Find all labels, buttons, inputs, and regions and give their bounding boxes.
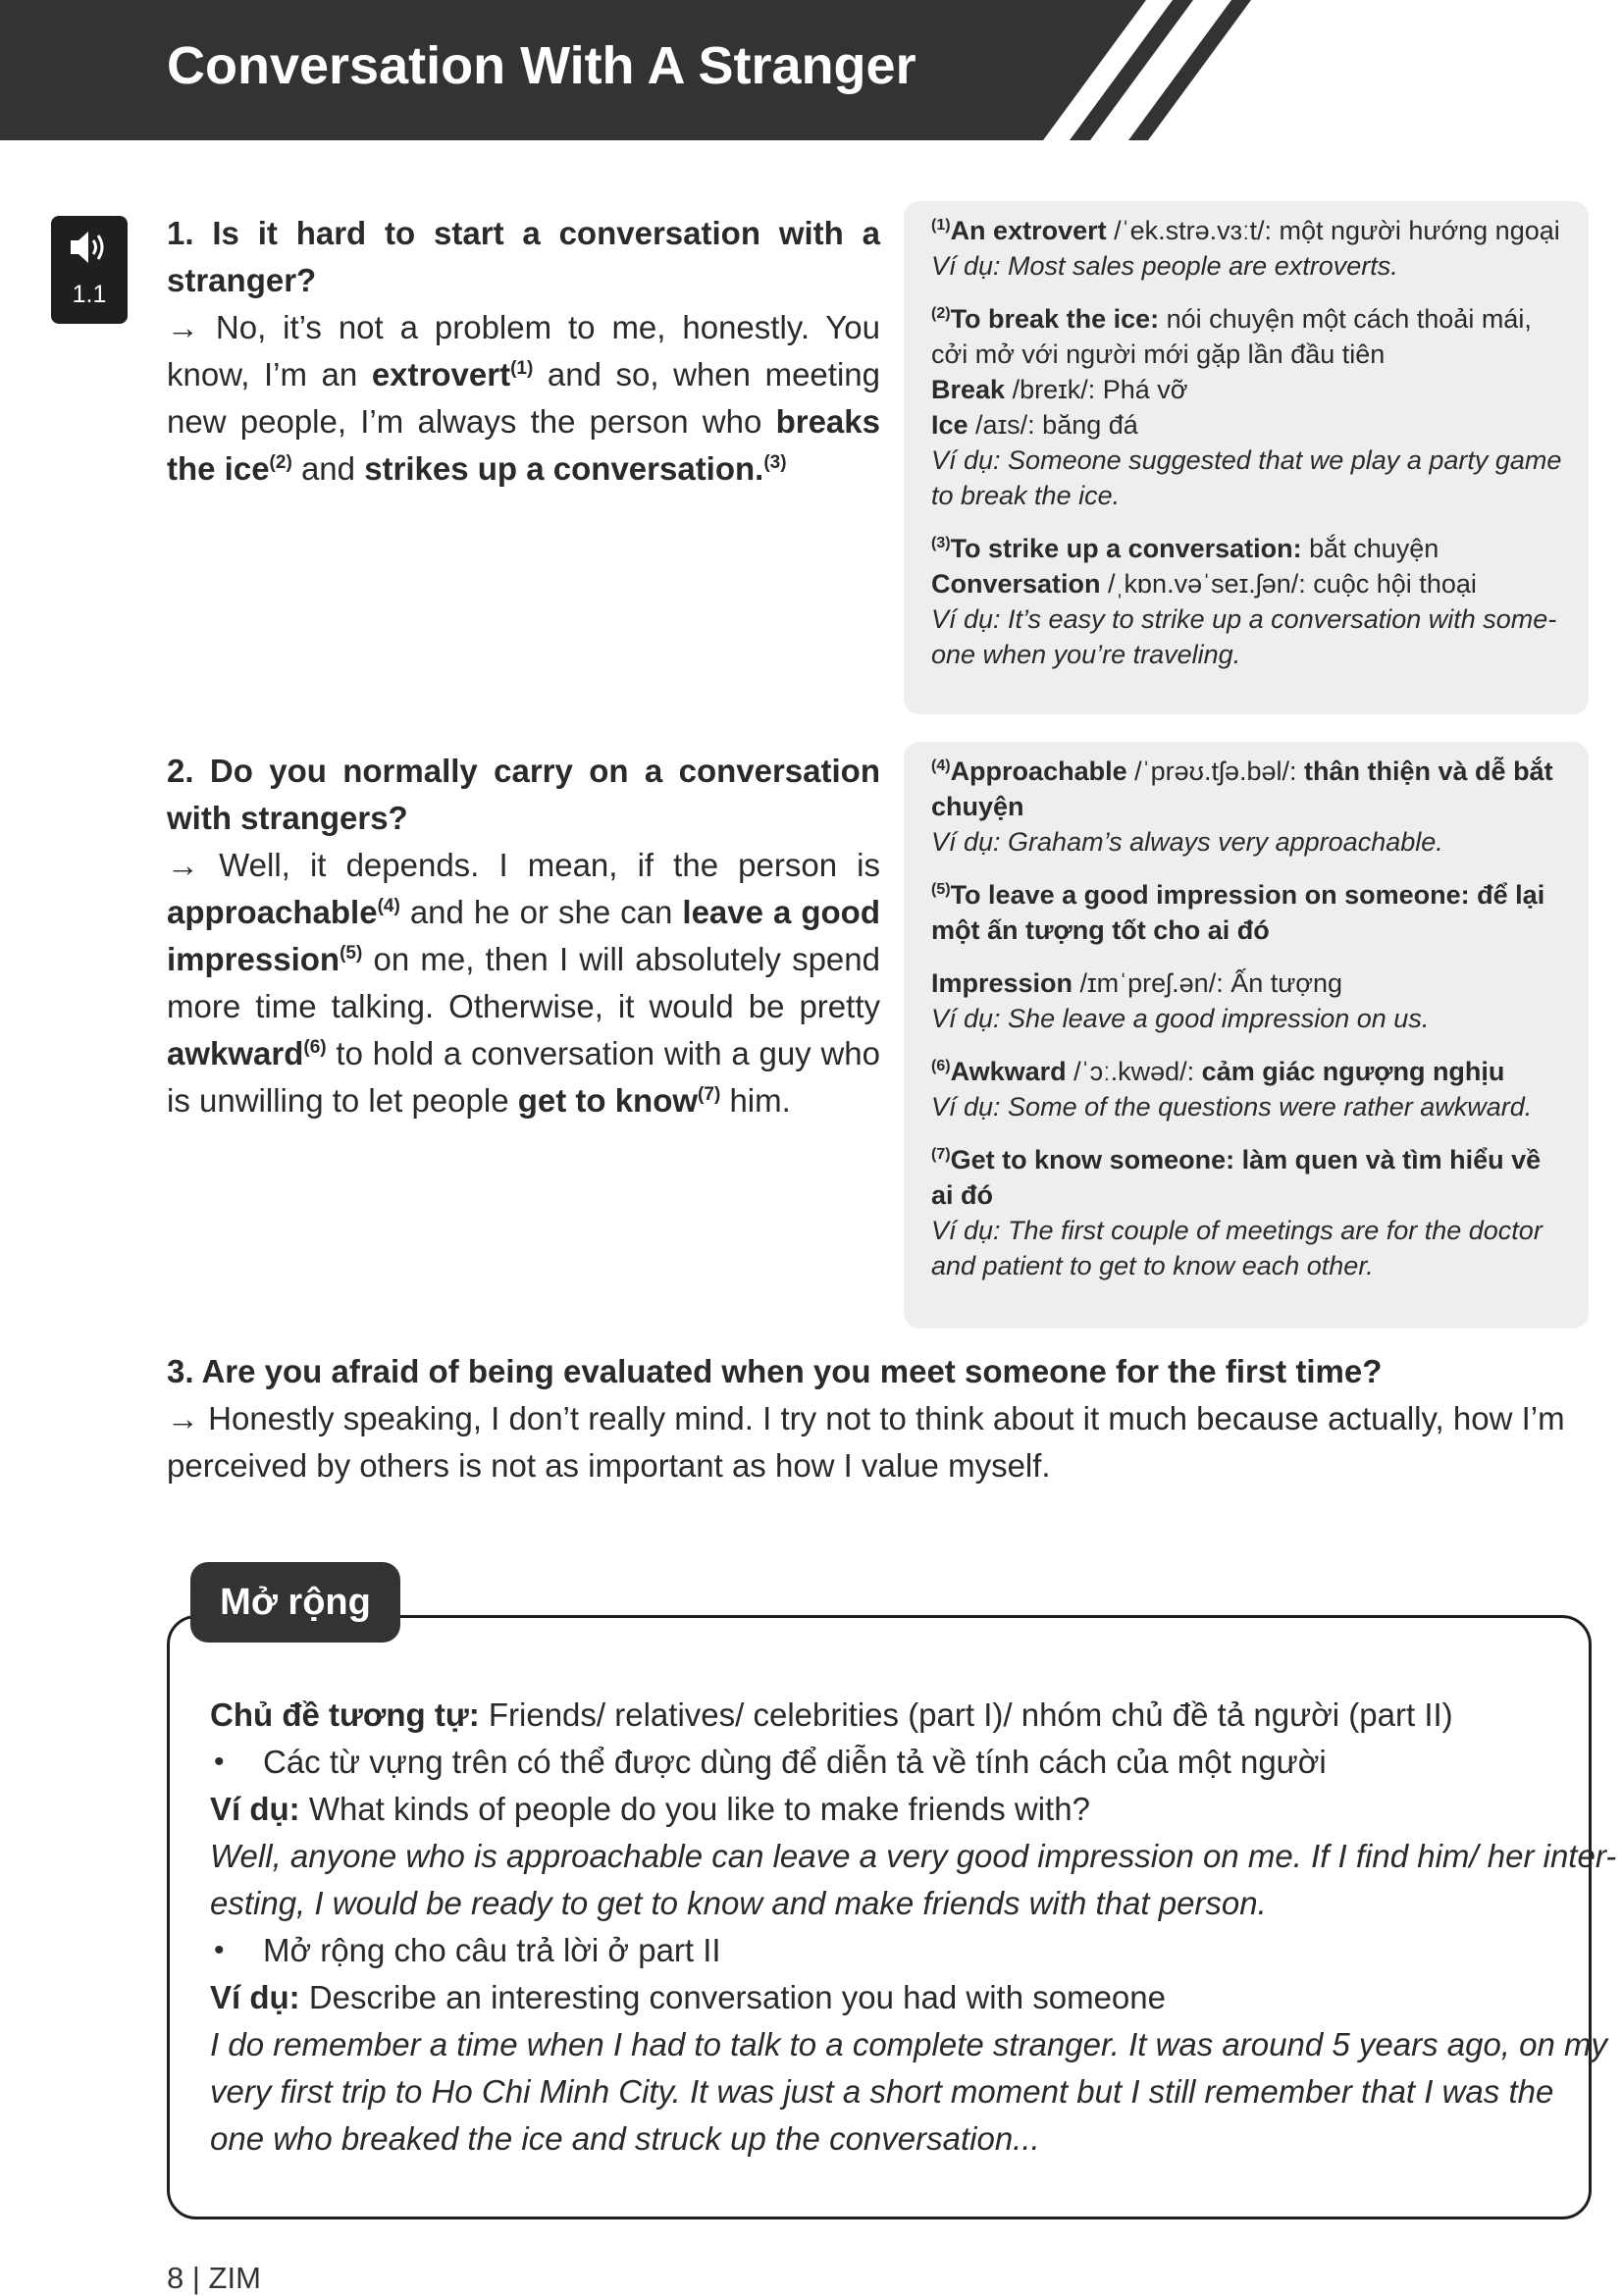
meaning: một người hướng ngoại — [1279, 216, 1560, 245]
example: Ví dụ: Most sales people are extroverts. — [931, 251, 1398, 281]
meaning: làm quen và tìm hiểu về ai đó — [931, 1145, 1542, 1210]
bullet-text: Mở rộng cho câu trả lời ở part II — [263, 1932, 721, 1968]
vocab-entry — [931, 213, 1563, 284]
answer-text: → Well, it depends. I mean, if the person is — [167, 847, 880, 883]
vocab-term: awkward — [167, 1035, 304, 1071]
meaning: bắt chuyện — [1301, 534, 1439, 563]
page-title: Conversation With A Stranger — [167, 36, 916, 95]
footnote-ref: (1) — [510, 358, 534, 379]
vocab-term: Get to know someone: — [950, 1145, 1235, 1174]
footnote-ref: (4) — [377, 896, 400, 916]
example-answer: esting, I would be ready to get to know and make friends with that person. — [210, 1885, 1267, 1921]
audio-track-badge[interactable] — [51, 216, 128, 324]
footnote-number: (7) — [931, 1146, 951, 1163]
answer-text: and — [291, 450, 365, 487]
example-text: Describe an interesting conversation you had with someone — [299, 1979, 1166, 2015]
meaning: thân thiện và dễ bắt chuyện — [931, 757, 1553, 821]
vocab-entry — [931, 965, 1563, 1036]
topic-label: Chủ đề tương tự: — [210, 1696, 480, 1733]
answer-text: on me, then I will absolutely spend more time talking. Otherwise, it would be pretty — [167, 941, 880, 1024]
example-answer: very first trip to Ho Chi Minh City. It was just a short moment but I still remember that I was the — [210, 2073, 1554, 2110]
question-block-1 — [167, 210, 880, 493]
footnote-number: (1) — [931, 217, 951, 234]
extension-tab: Mở rộng — [190, 1562, 400, 1643]
footnote-number: (6) — [931, 1058, 951, 1074]
example: Ví dụ: She leave a good impression on us. — [931, 1004, 1430, 1033]
topic-text: Friends/ relatives/ celebrities (part I)/ nhóm chủ đề tả người (part II) — [479, 1696, 1453, 1733]
vocab-term: extrovert — [371, 356, 511, 392]
example: Ví dụ: Some of the questions were rather awkward. — [931, 1092, 1533, 1122]
vocab-entry — [931, 531, 1563, 672]
vocab-term: approachable — [167, 894, 378, 930]
vocab-box-1 — [904, 201, 1589, 714]
example-answer: I do remember a time when I had to talk to a complete stranger. It was around 5 years ago, on my — [210, 2026, 1607, 2062]
bullet-item — [210, 1739, 1559, 1786]
ipa: /ˈek.strə.vɜːt/: — [1106, 216, 1280, 245]
question-block-2 — [167, 748, 880, 1124]
vocab-term: Awkward — [950, 1057, 1067, 1086]
footnote-number: (5) — [931, 881, 951, 898]
footnote-number: (4) — [931, 757, 951, 774]
answer-text: and he or she can — [399, 894, 683, 930]
bullet-icon: • — [214, 1746, 225, 1778]
bullet-icon: • — [214, 1934, 225, 1966]
ipa: /ˌkɒn.vəˈseɪ.ʃən/: cuộc hội thoại — [1100, 569, 1477, 599]
speaker-icon — [69, 228, 110, 267]
vocab-entry — [931, 1054, 1563, 1124]
example-answer: Well, anyone who is approachable can leave a very good impression on me. If I find him/ her inter- — [210, 1838, 1617, 1874]
example: Ví dụ: The first couple of meetings are for the doctor and patient to get to know each other. — [931, 1216, 1543, 1280]
vocab-term: Impression — [931, 968, 1073, 998]
example-label: Ví dụ: — [210, 1791, 300, 1827]
vocab-entry — [931, 877, 1563, 948]
vocab-entry — [931, 301, 1563, 513]
vocab-term: To strike up a conversation: — [950, 534, 1302, 563]
example: Ví dụ: Someone suggested that we play a party game to break the ice. — [931, 445, 1562, 510]
footnote-ref: (7) — [698, 1084, 721, 1105]
answer-text: him. — [720, 1082, 791, 1119]
example: Ví dụ: It’s easy to strike up a conversation with some-one when you’re traveling. — [931, 604, 1557, 669]
footnote-ref: (2) — [269, 452, 292, 473]
question-2: 2. Do you normally carry on a conversation with strangers? — [167, 753, 880, 836]
bullet-text: Các từ vựng trên có thể được dùng để diễn tả về tính cách của một người — [263, 1744, 1327, 1780]
answer-text: and so, when meeting new people, I’m always the person who — [167, 356, 880, 440]
answer-text: → Honestly speaking, I don’t really mind. I try not to think about it much because actually, how I’m perceived by others is not as important as how I value myself. — [167, 1400, 1565, 1484]
audio-track-number: 1.1 — [72, 281, 107, 308]
vocab-word: Conversation — [931, 569, 1101, 599]
vocab-entry — [931, 754, 1563, 860]
footnote-ref: (5) — [340, 943, 363, 964]
vocab-term: breaks the ice — [167, 403, 880, 487]
footnote-number: (2) — [931, 305, 951, 322]
example-text: What kinds of people do you like to make friends with? — [299, 1791, 1090, 1827]
meaning: để lại một ấn tượng tốt cho ai đó — [931, 880, 1545, 945]
vocab-term: Approachable — [950, 757, 1127, 786]
example: Ví dụ: Graham’s always very approachable. — [931, 827, 1443, 857]
vocab-term: get to know — [517, 1082, 699, 1119]
ipa: /ˈprəʊ.tʃə.bəl/: — [1126, 757, 1305, 786]
vocab-term: To leave a good impression on someone: — [950, 880, 1470, 910]
bullet-item — [210, 1927, 1559, 1974]
ipa: /aɪs/: băng đá — [968, 410, 1138, 440]
footnote-ref: (3) — [763, 452, 787, 473]
answer-text: → No, it’s not a problem to me, honestly. You know, I’m an — [167, 309, 880, 392]
vocab-word: Ice — [931, 410, 968, 440]
question-3: 3. Are you afraid of being evaluated when you meet someone for the first time? — [167, 1353, 1383, 1389]
question-1: 1. Is it hard to start a conversation with a stranger? — [167, 215, 880, 298]
extension-content — [210, 1692, 1617, 2163]
answer-text: to hold a conversation with a guy who is unwilling to let people — [167, 1035, 880, 1119]
example-label: Ví dụ: — [210, 1979, 300, 2015]
meaning: nói chuyện một cách thoải mái, cởi mở với người mới gặp lần đầu tiên — [931, 304, 1532, 369]
vocab-word: Break — [931, 375, 1006, 404]
ipa: /ɪmˈpreʃ.ən/: Ấn tượng — [1073, 968, 1343, 998]
example-answer: one who breaked the ice and struck up the conversation... — [210, 2120, 1040, 2157]
footnote-ref: (6) — [303, 1037, 327, 1058]
vocab-term: strikes up a conversation. — [364, 450, 764, 487]
vocab-entry — [931, 1142, 1563, 1283]
vocab-term: leave a good impression — [167, 894, 880, 977]
header-banner — [0, 0, 1622, 140]
vocab-term: An extrovert — [950, 216, 1107, 245]
ipa: /ˈɔː.kwəd/: — [1066, 1057, 1202, 1086]
vocab-term: To break the ice: — [950, 304, 1160, 334]
footnote-number: (3) — [931, 535, 951, 551]
page-footer: 8 | ZIM — [167, 2261, 261, 2295]
question-block-3 — [167, 1348, 1595, 1489]
ipa: /breɪk/: Phá vỡ — [1005, 375, 1188, 404]
vocab-box-2 — [904, 742, 1589, 1329]
meaning: cảm giác ngượng nghịu — [1201, 1057, 1505, 1086]
